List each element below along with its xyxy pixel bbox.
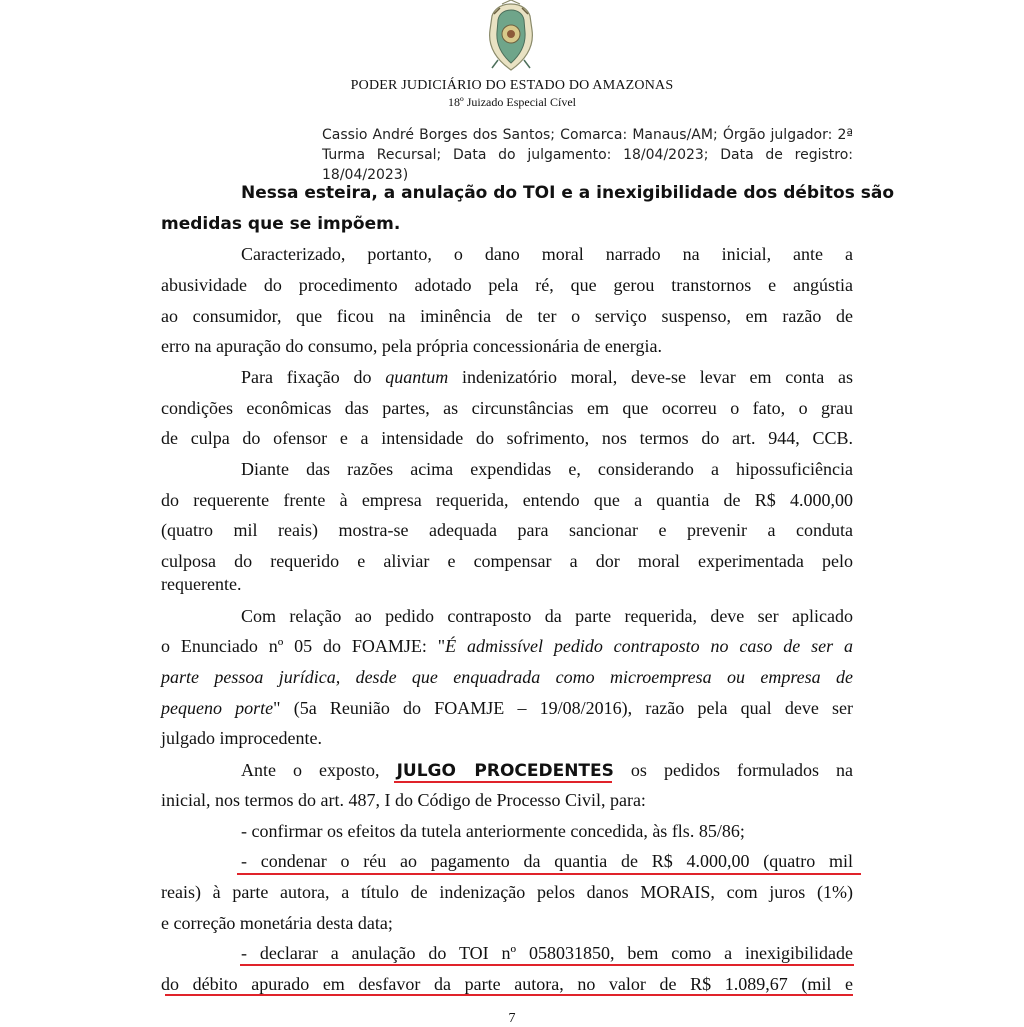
text-run: indenizatório moral, deve-se levar em conta as — [448, 367, 854, 387]
paragraph-line: ao consumidor, que ficou na iminência de ter o serviço suspenso, em razão de — [161, 306, 853, 326]
paragraph-line: medidas que se impõem. — [161, 214, 401, 234]
text-run: " (5a Reunião do FOAMJE – 19/08/2016), razão pela qual deve ser — [273, 698, 853, 718]
paragraph-line: Caracterizado, portanto, o dano moral narrado na inicial, ante a — [241, 244, 853, 264]
paragraph-line — [241, 367, 853, 388]
court-name: PODER JUDICIÁRIO DO ESTADO DO AMAZONAS — [350, 78, 674, 93]
text-run-italic: pequeno porte — [161, 698, 274, 718]
text-run: o Enunciado nº 05 do FOAMJE: " — [161, 636, 446, 656]
court-unit: 18º Juizado Especial Cível — [447, 95, 577, 109]
list-item-line: - condenar o réu ao pagamento da quantia de R$ 4.000,00 (quatro mil — [241, 851, 853, 871]
text-run-italic: É admissível pedido contraposto no caso de ser a — [445, 636, 853, 656]
red-underline-annotation — [237, 873, 861, 875]
paragraph-line: (quatro mil reais) mostra-se adequada para sancionar e prevenir a conduta — [161, 520, 853, 540]
page-number: 7 — [508, 1011, 516, 1026]
paragraph-line: inicial, nos termos do art. 487, I do Código de Processo Civil, para: — [161, 790, 646, 810]
paragraph-line: requerente. — [161, 574, 242, 594]
paragraph-line — [241, 760, 853, 781]
paragraph-line: julgado improcedente. — [161, 728, 322, 748]
citation-line: 18/04/2023) — [322, 167, 409, 183]
jurisprudence-citation — [322, 125, 853, 185]
paragraph-line: parte pessoa jurídica, desde que enquadrada como microempresa ou empresa de — [161, 667, 853, 687]
court-seal-emblem — [476, 0, 546, 74]
citation-line: Turma Recursal; Data do julgamento: 18/04/2023; Data de registro: — [322, 147, 853, 163]
paragraph-line: erro na apuração do consumo, pela própria concessionária de energia. — [161, 336, 662, 356]
paragraph-line: abusividade do procedimento adotado pela ré, que gerou transtornos e angústia — [161, 275, 853, 295]
paragraph-line: de culpa do ofensor e a intensidade do sofrimento, nos termos do art. 944, CCB. — [161, 428, 853, 448]
paragraph-line: Com relação ao pedido contraposto da parte requerida, deve ser aplicado — [241, 606, 853, 626]
paragraph-line: do débito apurado em desfavor da parte autora, no valor de R$ 1.089,67 (mil e — [161, 974, 853, 994]
paragraph-line: culposa do requerido e aliviar e compensar a dor moral experimentada pelo — [161, 551, 853, 571]
paragraph-line: do requerente frente à empresa requerida, entendo que a quantia de R$ 4.000,00 — [161, 490, 853, 510]
text-run: Ante o exposto, — [241, 760, 397, 780]
paragraph-line: condições econômicas das partes, as circunstâncias em que ocorreu o fato, o grau — [161, 398, 853, 418]
ruling-highlight: JULGO PROCEDENTES — [396, 761, 614, 781]
paragraph-line: Nessa esteira, a anulação do TOI e a inexigibilidade dos débitos são — [241, 183, 895, 203]
list-item-line: - confirmar os efeitos da tutela anteriormente concedida, às fls. 85/86; — [241, 821, 745, 841]
paragraph-line: Diante das razões acima expendidas e, considerando a hipossuficiência — [241, 459, 853, 479]
list-item-line: - declarar a anulação do TOI nº 058031850, bem como a inexigibilidade — [241, 943, 853, 963]
paragraph-line — [161, 698, 853, 719]
red-underline-annotation — [165, 994, 853, 996]
text-run-italic: quantum — [385, 367, 449, 387]
paragraph-line: reais) à parte autora, a título de indenização pelos danos MORAIS, com juros (1%) — [161, 882, 853, 902]
paragraph-line — [161, 636, 853, 657]
paragraph-line: e correção monetária desta data; — [161, 913, 393, 933]
text-run: os pedidos formulados na — [613, 760, 853, 780]
red-underline-annotation — [240, 964, 854, 966]
text-run: Para fixação do — [241, 367, 386, 387]
citation-line: Cassio André Borges dos Santos; Comarca: Manaus/AM; Órgão julgador: 2ª — [322, 127, 853, 143]
red-underline-annotation — [394, 781, 612, 783]
